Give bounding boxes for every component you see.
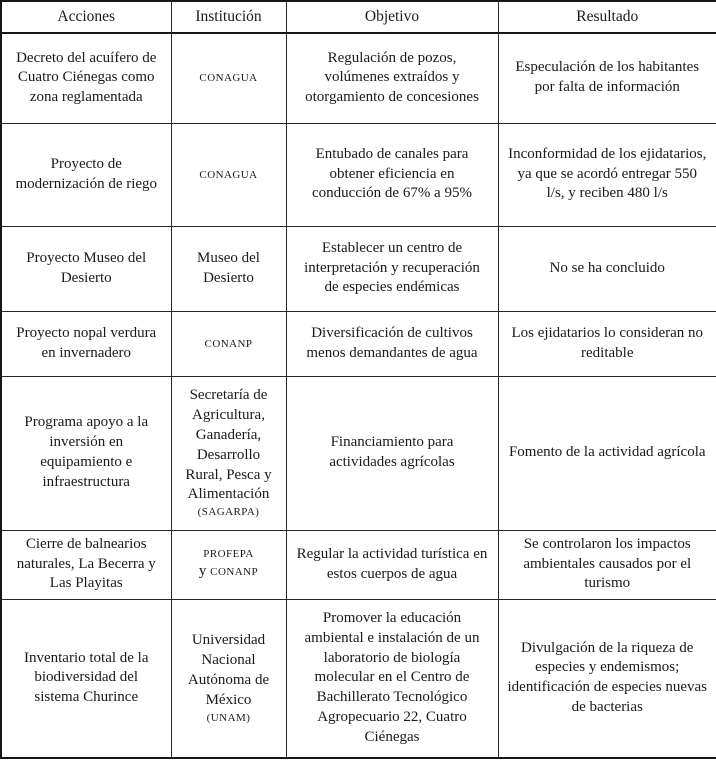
cell-resultado: No se ha concluido xyxy=(498,226,716,311)
cell-resultado: Divulgación de la riqueza de especies y endemismos; identificación de especies nuevas de bacterias xyxy=(498,599,716,758)
cell-institucion xyxy=(171,599,286,758)
cell-resultado: Fomento de la actividad agrícola xyxy=(498,376,716,530)
cell-institucion xyxy=(171,311,286,376)
institution-name: Secretaría de Agricultura, Ganadería, Desarrollo Rural, Pesca y Alimentación xyxy=(185,387,272,503)
cell-objetivo: Regular la actividad turística en estos cuerpos de agua xyxy=(286,530,498,599)
cell-objetivo: Promover la educación ambiental e instalación de un laboratorio de biología molecular en el Centro de Bachillerato Tecnológico Agropecuario 22, Cuatro Ciénegas xyxy=(286,599,498,758)
table-row xyxy=(1,311,716,376)
institution-acronym-line: y CONANP xyxy=(198,562,259,579)
col-header-objetivo: Objetivo xyxy=(286,1,498,33)
institution-name: Universidad Nacional Autónoma de México xyxy=(187,632,270,708)
cell-objetivo: Diversificación de cultivos menos demandantes de agua xyxy=(286,311,498,376)
cell-acciones: Cierre de balnearios naturales, La Becerra y Las Playitas xyxy=(1,530,171,599)
cell-institucion: Museo del Desierto xyxy=(171,226,286,311)
cell-institucion xyxy=(171,33,286,123)
table-row xyxy=(1,530,716,599)
institution-acronym: CONAGUA xyxy=(199,72,258,85)
table-row xyxy=(1,226,716,311)
cell-acciones: Decreto del acuífero de Cuatro Ciénegas como zona reglamentada xyxy=(1,33,171,123)
table-row xyxy=(1,599,716,758)
cell-objetivo: Regulación de pozos, volúmenes extraídos y otorgamiento de concesiones xyxy=(286,33,498,123)
institution-acronym: PROFEPA xyxy=(203,548,254,561)
cell-acciones: Proyecto nopal verdura en invernadero xyxy=(1,311,171,376)
cell-institucion xyxy=(171,376,286,530)
cell-acciones: Proyecto Museo del Desierto xyxy=(1,226,171,311)
cell-resultado: Inconformidad de los ejidatarios, ya que se acordó entregar 550 l/s, y reciben 480 l/s xyxy=(498,123,716,226)
cell-objetivo: Entubado de canales para obtener eficiencia en conducción de 67% a 95% xyxy=(286,123,498,226)
cell-resultado: Los ejidatarios lo consideran no reditable xyxy=(498,311,716,376)
col-header-resultado: Resultado xyxy=(498,1,716,33)
cell-acciones: Programa apoyo a la inversión en equipamiento e infraestructura xyxy=(1,376,171,530)
institution-acronym: CONANP xyxy=(210,565,259,578)
cell-resultado: Se controlaron los impactos ambientales causados por el turismo xyxy=(498,530,716,599)
cell-institucion xyxy=(171,530,286,599)
table-row xyxy=(1,376,716,530)
cell-institucion xyxy=(171,123,286,226)
institution-acronym: (SAGARPA) xyxy=(197,506,260,519)
table-row xyxy=(1,123,716,226)
cell-acciones: Inventario total de la biodiversidad del sistema Churince xyxy=(1,599,171,758)
header-row xyxy=(1,1,716,33)
cell-objetivo: Financiamiento para actividades agrícolas xyxy=(286,376,498,530)
institution-acronym: CONAGUA xyxy=(199,168,258,181)
cell-resultado: Especulación de los habitantes por falta de información xyxy=(498,33,716,123)
institution-acronym: (UNAM) xyxy=(206,711,251,724)
col-header-institucion: Institución xyxy=(171,1,286,33)
cell-objetivo: Establecer un centro de interpretación y recuperación de especies endémicas xyxy=(286,226,498,311)
cell-acciones: Proyecto de modernización de riego xyxy=(1,123,171,226)
col-header-acciones: Acciones xyxy=(1,1,171,33)
institution-acronym: CONANP xyxy=(204,337,253,350)
table-row xyxy=(1,33,716,123)
